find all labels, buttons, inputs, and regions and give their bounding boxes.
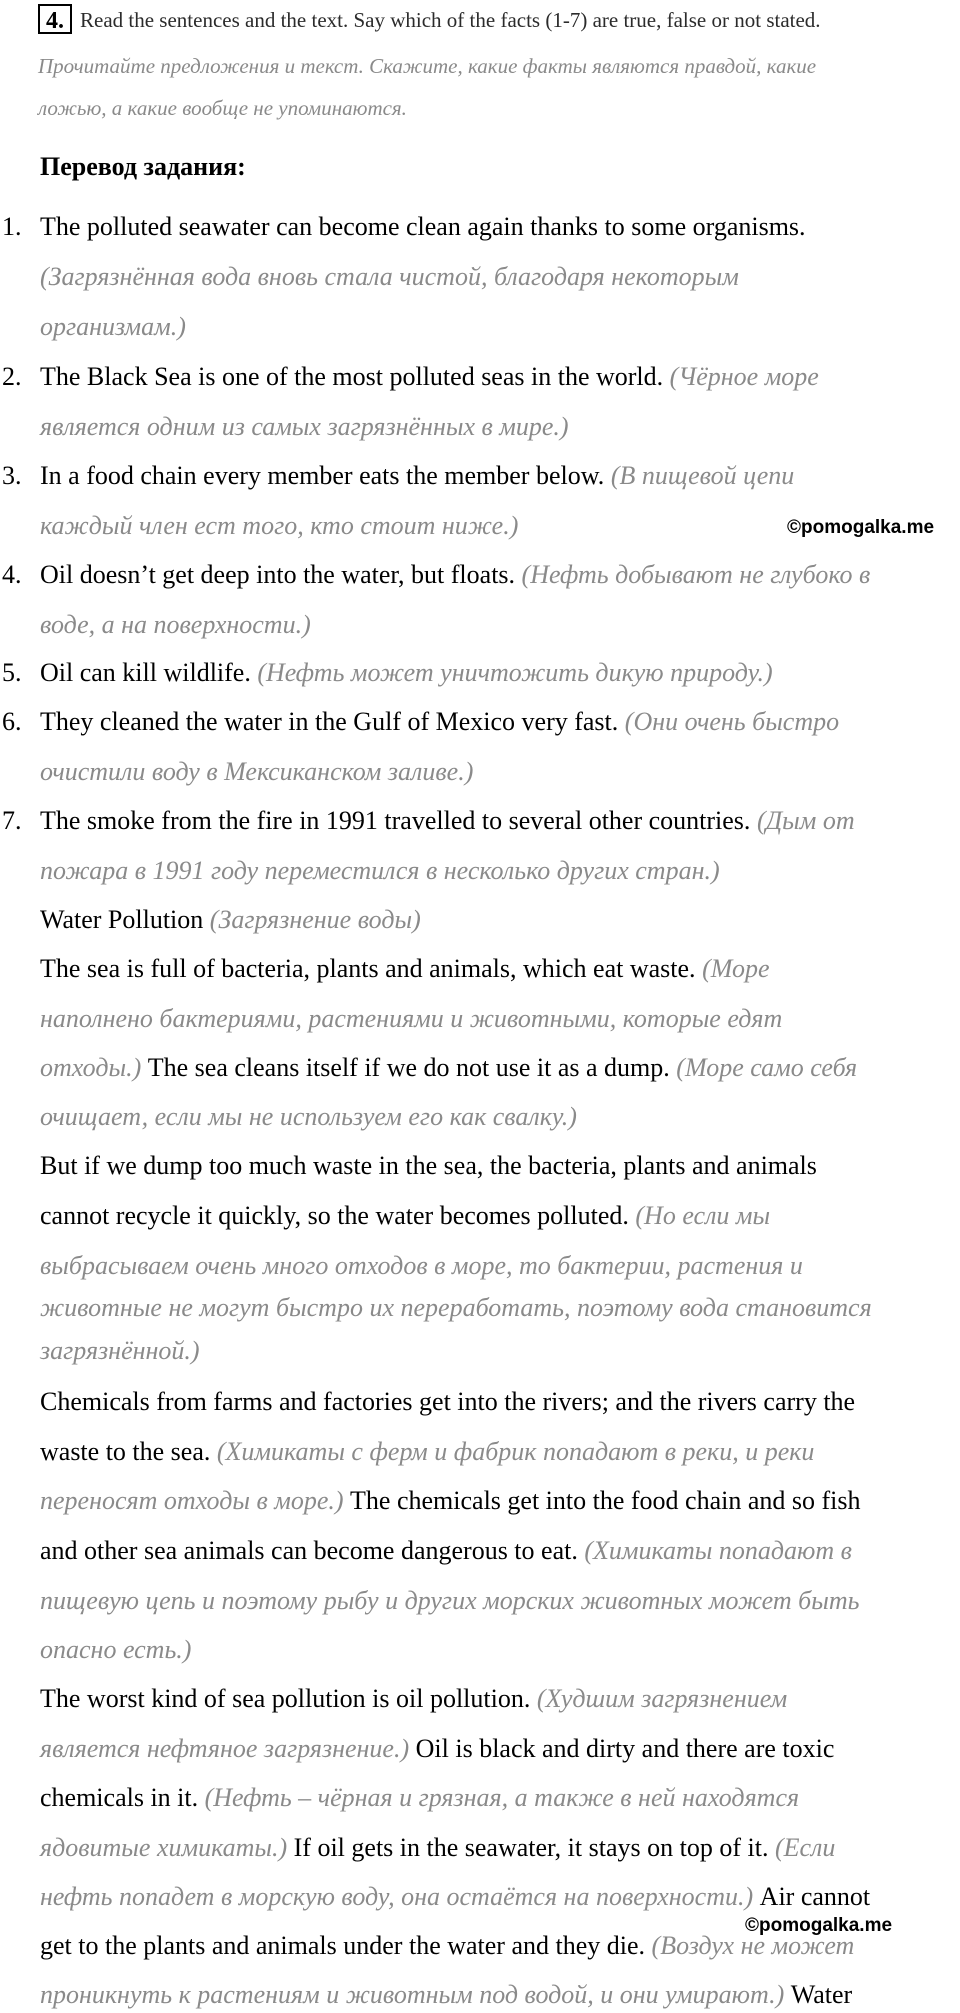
paragraph-line (40, 1979, 852, 2011)
text-en: The sea cleans itself if we do not use it as a dump. (147, 1053, 670, 1082)
paragraph-line (40, 1200, 770, 1232)
text-ru: (Худшим загрязнением (536, 1684, 788, 1713)
paragraph-line (40, 1930, 854, 1962)
text-ru: (Воздух не может (651, 1931, 855, 1960)
text-ru: является нефтяное загрязнение.) (40, 1734, 410, 1763)
paragraph-line (40, 1782, 799, 1814)
item-en: They cleaned the water in the Gulf of Mexico very fast. (40, 707, 619, 736)
item-line (40, 361, 819, 393)
text-en: If oil gets in the seawater, it stays on top of it. (293, 1833, 769, 1862)
text-ru: (Химикаты с ферм и фабрик попадают в реки, и реки (216, 1437, 815, 1466)
text-en: Water (790, 1980, 853, 2009)
text-ru: очищает, если мы не используем его как свалку.) (40, 1102, 577, 1131)
item-en: The polluted seawater can become clean again thanks to some organisms. (40, 212, 806, 241)
item-ru: (В пищевой цепи (610, 461, 795, 490)
item-number: 1. (2, 212, 22, 241)
text-ru: проникнуть к растениям и животным под водой, и они умирают.) (40, 1980, 785, 2009)
text-en: The sea is full of bacteria, plants and animals, which eat waste. (40, 954, 696, 983)
item-en: The smoke from the fire in 1991 travelled to several other countries. (40, 806, 751, 835)
item-ru: воде, а на поверхности.) (40, 610, 311, 639)
text-en: Air cannot (759, 1882, 871, 1911)
instruction-ru-line-1: Прочитайте предложения и текст. Скажите, какие факты являются правдой, какие (38, 54, 817, 78)
item-line (40, 460, 794, 492)
item-number: 7. (2, 806, 22, 835)
text-ru: загрязнённой.) (40, 1336, 200, 1365)
item-number: 5. (2, 658, 22, 687)
text-ru: (Нефть – чёрная и грязная, а также в ней находятся (204, 1783, 800, 1812)
item-line (40, 805, 855, 837)
item-ru: (Они очень быстро (624, 707, 840, 736)
watermark: ©pomogalka.me (787, 517, 935, 538)
text-ru: (Химикаты попадают в (584, 1536, 852, 1565)
item-ru: является одним из самых загрязнённых в мире.) (40, 412, 569, 441)
instruction-ru-line-2: ложью, а какие вообще не упоминаются. (38, 96, 407, 120)
paragraph-line (40, 1881, 870, 1913)
text-ru: (Но если мы (635, 1201, 771, 1230)
text-title-en: Water Pollution (40, 905, 204, 934)
text-en: The worst kind of sea pollution is oil pollution. (40, 1684, 531, 1713)
text-en: Chemicals from farms and factories get into the rivers; and the rivers carry the (40, 1387, 856, 1416)
item-ru: (Дым от (756, 806, 855, 835)
paragraph-line (40, 1683, 787, 1715)
text-ru: отходы.) (40, 1053, 142, 1082)
item-ru: (Нефть добывают не глубоко в (521, 560, 871, 589)
task-number-box: 4. (38, 4, 72, 34)
item-number: 4. (2, 560, 22, 589)
text-ru: выбрасываем очень много отходов в море, то бактерии, растения и (40, 1251, 803, 1280)
item-line (40, 706, 839, 738)
text-en: The chemicals get into the food chain and so fish (350, 1486, 861, 1515)
text-en: get to the plants and animals under the water and they die. (40, 1931, 646, 1960)
text-en: But if we dump too much waste in the sea, the bacteria, plants and animals (40, 1151, 817, 1180)
text-ru: животные не могут быстро их переработать, поэтому вода становится (40, 1293, 872, 1322)
text-en: Oil is black and dirty and there are toxic (415, 1734, 835, 1763)
item-ru: (Чёрное море (669, 362, 819, 391)
text-title-ru: (Загрязнение воды) (209, 905, 421, 934)
item-number: 3. (2, 461, 22, 490)
item-ru: каждый член ест того, кто стоит ниже.) (40, 511, 519, 540)
instruction-en: Read the sentences and the text. Say which of the facts (1-7) are true, false or not stated. (80, 8, 821, 32)
item-line (40, 657, 773, 689)
text-ru: опасно есть.) (40, 1635, 192, 1664)
text-title (40, 904, 421, 936)
text-en: chemicals in it. (40, 1783, 199, 1812)
text-ru: (Море само себя (676, 1053, 858, 1082)
item-line (40, 559, 870, 591)
text-en: waste to the sea. (40, 1437, 211, 1466)
paragraph-line (40, 1733, 834, 1765)
item-ru: организмам.) (40, 312, 186, 341)
watermark: ©pomogalka.me (745, 1915, 893, 1936)
text-ru: пищевую цепь и поэтому рыбу и других морских животных может быть (40, 1586, 860, 1615)
text-ru: нефть попадет в морскую воду, она остаётся на поверхности.) (40, 1882, 754, 1911)
item-number: 2. (2, 362, 22, 391)
item-ru: (Нефть может уничтожить дикую природу.) (257, 658, 773, 687)
item-ru: (Загрязнённая вода вновь стала чистой, благодаря некоторым (40, 262, 739, 291)
item-en: The Black Sea is one of the most polluted seas in the world. (40, 362, 664, 391)
item-en: Oil can kill wildlife. (40, 658, 251, 687)
text-ru: наполнено бактериями, растениями и животными, которые едят (40, 1004, 783, 1033)
text-en: and other sea animals can become dangerous to eat. (40, 1536, 578, 1565)
text-ru: переносят отходы в море.) (40, 1486, 344, 1515)
item-en: Oil doesn’t get deep into the water, but floats. (40, 560, 516, 589)
paragraph-line (40, 1436, 814, 1468)
paragraph-line (40, 1535, 852, 1567)
item-en: In a food chain every member eats the member below. (40, 461, 605, 490)
paragraph-line (40, 1052, 857, 1084)
item-ru: пожара в 1991 году переместился в несколько других стран.) (40, 856, 720, 885)
item-number: 6. (2, 707, 22, 736)
item-ru: очистили воду в Мексиканском заливе.) (40, 757, 474, 786)
translation-heading: Перевод задания: (40, 152, 246, 181)
paragraph-line (40, 1485, 861, 1517)
paragraph-line (40, 953, 770, 985)
text-en: cannot recycle it quickly, so the water becomes polluted. (40, 1201, 629, 1230)
paragraph-line (40, 1832, 835, 1864)
text-ru: (Если (774, 1833, 836, 1862)
text-ru: ядовитые химикаты.) (40, 1833, 288, 1862)
text-ru: (Море (702, 954, 770, 983)
